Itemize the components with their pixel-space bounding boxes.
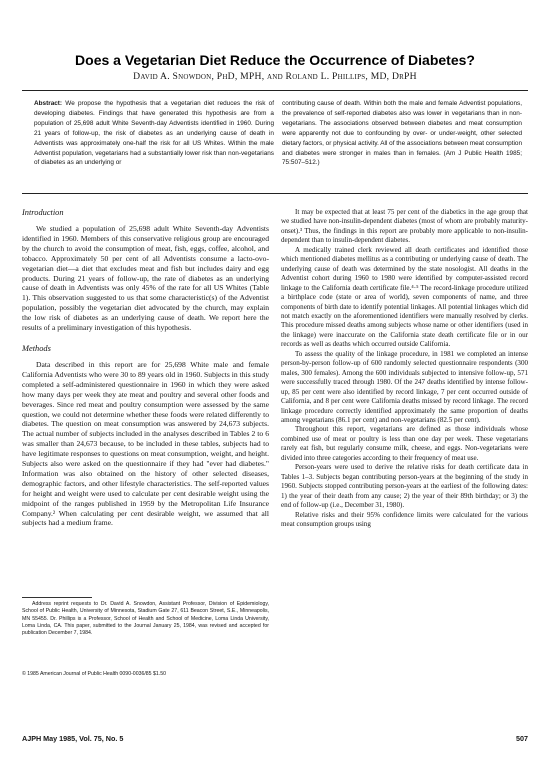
abstract-right: contributing cause of death. Within both the male and female Adventist populations, the prevalence of self-reported diabetes also was lower in vegetarians than in non-vegetarians. The associations observed between diabetes and meat consumption were apparently not due to confounding by over- or under-weight, other selected dietary factors, or physical activity. All of the associations between meat consumption and diabetes were stronger in males than in females. (Am J Public Health 1985; 75:507–512.) [282,100,523,167]
address-footnote: Address reprint requests to Dr. David A. Snowdon, Assistant Professor, Division of Epidemiology, School of Public Health, University of Minnesota, Stadium Gate 27, 611 Beacon Street, S.E., Minneapolis, MN 55455. Dr. Phillips is a Professor, School of Health and School of Medicine, Loma Linda University, Loma Linda, CA. This paper, submitted to the Journal January 25, 1984, was revised and accepted for publication December 7, 1984. [22,601,269,637]
abstract-label: Abstract: [34,100,63,107]
left-column [22,208,269,528]
right-paragraph-4: Throughout this report, vegetarians are defined as those individuals whose combined use of meat or poultry is less than one day per week. These vegetarians rarely eat fish, but regularly consume milk, cheese, and eggs. Non-vegetarians were divided into three categories according to their frequency of meat use. [281,425,528,462]
footnote-rule [22,597,92,598]
page-number: 507 [516,734,528,743]
introduction-heading: Introduction [22,208,64,217]
abstract-left-text: We propose the hypothesis that a vegetarian diet reduces the risk of developing diabetes. Findings that have generated this hypothesis are from a population of 25,698 adult White Seventh-day Adventists identified in 1960. During 21 years of follow-up, the risk of diabetes as an underlying cause of death in Adventists was approximately one-half the risk for all US Whites. Within the male Adventist population, vegetarians had a substantially lower risk than non-vegetarians of diabetes as an underlying or [34,100,274,167]
right-paragraph-3: To assess the quality of the linkage procedure, in 1981 we completed an intense person-by-person follow-up of 600 randomly selected questionnaire respondents (300 males, 300 females). Among the 600 individuals subjected to intensive follow-up, 571 were successfully traced through 1980. Of the 247 deaths identified by intense follow-up, 85 per cent were also identified by record linkage, 7 per cent occurred outside of California, and 8 per cent were California deaths missed by record linkage. The record linkage procedure correctly identified approximately the same proportion of deaths among vegetarians (86.1 per cent) and non-vegetarians (82.5 per cent). [281,349,528,424]
article-title: Does a Vegetarian Diet Reduce the Occurrence of Diabetes? [75,52,475,68]
methods-paragraph: Data described in this report are for 25,698 White male and female California Adventists who were 30 to 89 years old in 1960. Subjects in this study completed a self-administered questionnaire in 1960 in which they were asked how many days per week they ate meat and poultry and several other foods and beverages. Since red meat and poultry consumption were assessed by the same question, we could not determine whether these foods were related differently to diabetes. The question on meat consumption was answered by 24,673 subjects. The actual number of subjects included in the analyses described in Tables 2 to 6 was smaller than 24,673 because, to be included in these tables, subjects had to have legitimate responses to questions on meat consumption, weight, and height. Subjects also were asked on the questionnaire if they had "ever had diabetes." Information was also obtained on the history of other selected diseases, demographic factors, and other lifestyle characteristics. The self-reported values for height and weight were used to calculate per cent desirable weight using the midpoint of the ranges published in 1959 by the Metropolitan Life Insurance Company.² When calculating per cent desirable weight, we assumed that all subjects had a medium frame. [22,359,269,528]
introduction-paragraph: We studied a population of 25,698 adult White Seventh-day Adventists identified in 1960. Members of this conservative religious group are encouraged by the church to avoid the consumption of meat, fish, eggs, coffee, alcohol, and tobacco. Approximately 50 per cent of all Adventists consume a lacto-ovo-vegetarian diet—a diet that excludes meat and fish but includes dairy and egg products. During 21 years of follow-up, the rate of diabetes as an underlying cause of death in Adventists was only 45% of the rate for all US Whites (Table 1). This observation suggested to us that some characteristic(s) of the Adventist population, possibly the vegetarian diet advocated by the church, may explain the low risk of diabetes as an underlying cause of death. We report here the results of a preliminary investigation of this hypothesis. [22,224,269,333]
abstract-left [34,99,274,168]
methods-heading: Methods [22,343,51,353]
right-paragraph-1: It may be expected that at least 75 per cent of the diabetics in the age group that we studied have non-insulin-dependent diabetes (most of whom are probably maturity-onset).³ Thus, the findings in this report are probably more applicable to non-insulin-dependent than to insulin-dependent diabetes. [281,208,528,245]
article-authors: David A. Snowdon, PhD, MPH, and Roland L. Phillips, MD, DrPH [133,71,417,82]
right-paragraph-6: Relative risks and their 95% confidence limits were calculated for the various meat consumption groups using [281,510,528,528]
journal-citation: AJPH May 1985, Vol. 75, No. 5 [22,734,124,743]
abstract-top-rule [22,90,528,91]
copyright-line: © 1985 American Journal of Public Health 0090-0036/85 $1.50 [22,671,166,677]
right-paragraph-2: A medically trained clerk reviewed all death certificates and identified those which mentioned diabetes mellitus as a contributing or underlying cause of death. The underlying cause of death was determined by the state nosologist. All deaths in the Adventist cohort during 1960 to 1980 were identified by computer-assisted record linkage to the California death certificate file.⁴·⁵ The record-linkage procedure utilized a birthplace code (state or area of world), seven components of name, and three components of birth date to identify potential linkages. All potential linkages which did not match exactly on the aforementioned identifiers were manually resolved by clerks. This procedure missed deaths among subjects whose name or other identifiers (used in the linkage) were inaccurate on the California state death certificate file or in our records as well as deaths which occurred outside California. [281,245,528,349]
right-paragraph-5: Person-years were used to derive the relative risks for death certificate data in Tables 1–3. Subjects began contributing person-years at the beginning of the study in 1960. Subjects stopped contributing person-years at the earliest of the following dates: 1) the year of their death from any cause; 2) the year of their 89th birthday; or 3) the end of follow-up (i.e., December 31, 1980). [281,463,528,510]
abstract-bottom-rule [22,193,528,194]
right-column [281,208,528,529]
